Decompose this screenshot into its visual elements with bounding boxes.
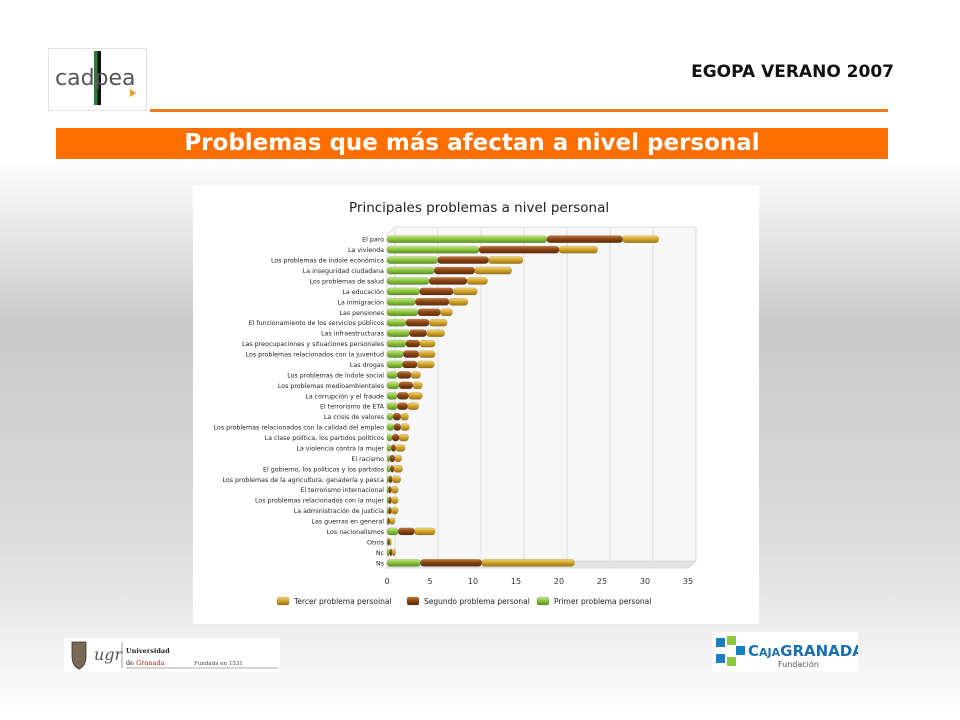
category-label: Otros — [366, 539, 384, 547]
report-title: EGOPA VERANO 2007 — [691, 62, 894, 82]
bar-segundo — [389, 486, 392, 493]
x-tick-label: 5 — [427, 577, 433, 586]
bar-tercer — [467, 277, 488, 284]
bar-tercer — [401, 424, 410, 431]
category-label: Las infraestructuras — [321, 330, 384, 338]
category-label: La crisis de valores — [323, 414, 384, 422]
bar-tercer — [429, 319, 447, 326]
bar-primer — [387, 403, 397, 410]
logo-text: cadpea — [55, 66, 136, 91]
bar-segundo — [389, 476, 392, 483]
bar-tercer — [391, 486, 398, 493]
x-tick-label: 0 — [384, 577, 390, 586]
chart — [193, 186, 759, 624]
category-label: Las pensiones — [339, 309, 384, 317]
bar-primer — [387, 319, 406, 326]
legend-swatch — [537, 597, 549, 605]
legend-label: Tercer problema persoinal — [294, 597, 392, 606]
bar-segundo — [397, 403, 407, 410]
bar-segundo — [479, 246, 559, 253]
bar-tercer — [427, 330, 445, 337]
bar-segundo — [415, 298, 449, 305]
bar-segundo — [429, 277, 467, 284]
bar-segundo — [547, 236, 623, 243]
bar-tercer — [399, 434, 408, 441]
x-tick-label: 35 — [682, 577, 694, 586]
bar-primer — [387, 559, 421, 566]
bar-tercer — [401, 413, 409, 420]
cadpea-logo — [48, 48, 147, 111]
bar-tercer — [391, 497, 398, 504]
x-tick-label: 25 — [596, 577, 608, 586]
chart-title: Principales problemas a nivel personal — [349, 200, 610, 216]
ugr-shield-icon — [72, 642, 86, 669]
bar-segundo — [394, 424, 401, 431]
bar-tercer — [391, 507, 398, 514]
category-label: Los problemas de índole económica — [270, 257, 384, 265]
category-label: Los problemas de la agricultura, ganadería y pesca — [222, 476, 384, 484]
bar-tercer — [449, 298, 468, 305]
bar-tercer — [392, 549, 395, 556]
category-label: Los problemas relacionados con la calidad del empleo — [213, 424, 384, 432]
bar-segundo — [390, 455, 395, 462]
bar-primer — [387, 528, 398, 535]
bar-primer — [387, 486, 389, 493]
bar-primer — [387, 465, 390, 472]
category-label: Los problemas de salud — [309, 278, 384, 286]
x-tick-label: 10 — [467, 577, 479, 586]
category-label: Los problemas relacionados con la juventud — [245, 351, 384, 359]
bar-segundo — [418, 309, 440, 316]
category-label: Los nacionalismos — [326, 528, 384, 536]
bar-segundo — [399, 382, 413, 389]
bar-segundo — [397, 392, 408, 399]
caja-brand: CAJAGRANADA — [748, 642, 858, 660]
bar-segundo — [388, 517, 390, 524]
bar-tercer — [440, 309, 452, 316]
category-label: El terrorismo de ETA — [320, 403, 384, 411]
category-label: La administración de justicia — [293, 508, 384, 516]
bar-primer — [387, 392, 397, 399]
bar-primer — [387, 476, 389, 483]
bar-segundo — [406, 340, 420, 347]
bar-segundo — [391, 444, 395, 451]
category-label: El funcionamiento de los servicios públicos — [248, 320, 384, 328]
bar-segundo — [392, 434, 399, 441]
bar-tercer — [475, 267, 512, 274]
bar-primer — [387, 424, 394, 431]
bar-primer — [387, 497, 389, 504]
bar-primer — [387, 444, 391, 451]
bar-segundo — [402, 361, 417, 368]
bar-primer — [387, 434, 392, 441]
caja-sub: Fundación — [778, 660, 819, 669]
bar-segundo — [398, 528, 414, 535]
category-label: El gobierno, los políticos y los partidos — [263, 466, 384, 474]
bar-primer — [387, 330, 409, 337]
category-label: Los problemas relacionados con la mujer — [255, 497, 384, 505]
category-label: La inmigración — [337, 299, 384, 307]
bar-tercer — [408, 403, 419, 410]
category-label: Ns — [376, 560, 384, 568]
bar-segundo — [434, 267, 474, 274]
bar-tercer — [482, 559, 575, 566]
bar-segundo — [403, 350, 418, 357]
ugr-founded: Fundada en 1531 — [194, 661, 243, 667]
bar-tercer — [623, 236, 659, 243]
bar-primer — [387, 371, 397, 378]
ugr-logo — [64, 638, 280, 672]
bar-primer — [387, 350, 403, 357]
legend-swatch — [277, 597, 289, 605]
bar-primer — [387, 257, 438, 264]
category-label: La educación — [342, 288, 384, 296]
bar-tercer — [488, 257, 522, 264]
category-label: Nc — [375, 549, 384, 557]
cajagranada-logo — [712, 632, 858, 672]
bar-tercer — [417, 361, 434, 368]
bar-segundo — [421, 559, 482, 566]
bar-segundo — [389, 507, 392, 514]
bar-primer — [387, 267, 434, 274]
bar-primer — [387, 288, 420, 295]
bar-segundo — [438, 257, 489, 264]
ugr-logo-mark — [64, 638, 280, 672]
legend-label: Segundo problema personal — [424, 597, 530, 606]
bar-primer — [387, 298, 415, 305]
bar-tercer — [394, 465, 403, 472]
bar-tercer — [453, 288, 477, 295]
bar-tercer — [409, 392, 423, 399]
category-label: El paro — [362, 236, 384, 244]
bar-segundo — [390, 465, 393, 472]
bar-segundo — [420, 288, 454, 295]
x-tick-label: 30 — [639, 577, 651, 586]
category-label: La corrupción y el fraude — [305, 393, 384, 401]
bar-tercer — [415, 528, 436, 535]
section-banner: Problemas que más afectan a nivel personal — [56, 128, 888, 159]
category-label: Los problemas medioambientales — [277, 382, 384, 390]
category-label: Las preocupaciones y situaciones personales — [242, 341, 384, 349]
bar-tercer — [419, 350, 435, 357]
category-label: El racismo — [351, 455, 384, 463]
ugr-mark-text: ugr — [94, 645, 123, 664]
x-axis-ticks — [384, 577, 693, 586]
bar-tercer — [559, 246, 598, 253]
legend-swatch — [407, 597, 419, 605]
bar-tercer — [392, 476, 401, 483]
bar-primer — [387, 309, 418, 316]
category-label: La vivienda — [347, 247, 384, 255]
bar-primer — [387, 246, 479, 253]
category-labels — [214, 237, 385, 568]
bar-tercer — [396, 444, 405, 451]
header-divider — [150, 109, 888, 112]
bar-segundo — [406, 319, 429, 326]
bar-segundo — [389, 497, 392, 504]
bar-primer — [387, 455, 390, 462]
bar-segundo — [409, 330, 426, 337]
category-label: La violencia contra la mujer — [296, 445, 384, 453]
ugr-name-line1: Universidad — [126, 647, 170, 655]
bar-primer — [387, 361, 402, 368]
bar-primer — [387, 382, 399, 389]
legend-label: Primer problema personal — [554, 597, 652, 606]
bar-tercer — [395, 455, 402, 462]
cadpea-logo-mark — [49, 49, 146, 110]
bar-primer — [387, 277, 429, 284]
cajagranada-logo-mark — [712, 632, 858, 672]
chart-legend — [277, 597, 651, 606]
bar-tercer — [413, 382, 422, 389]
bar-primer — [387, 413, 393, 420]
category-label: Los problemas de índole social — [287, 372, 384, 380]
x-tick-label: 20 — [553, 577, 565, 586]
bar-primer — [387, 340, 406, 347]
bar-primer — [387, 549, 390, 556]
bar-segundo — [388, 538, 390, 545]
bar-primer — [387, 236, 547, 243]
category-label: Las drogas — [349, 361, 384, 369]
bar-tercer — [390, 517, 395, 524]
category-label: El terrorismo internacional — [300, 487, 384, 495]
category-label: Las guerras en general — [311, 518, 384, 526]
bar-segundo — [397, 371, 411, 378]
category-label: La inseguridad ciudadana — [302, 268, 384, 276]
ugr-name-line2: de Granada — [126, 659, 165, 667]
bar-tercer — [411, 371, 420, 378]
x-tick-label: 15 — [510, 577, 522, 586]
chart-panel — [193, 186, 759, 624]
bar-segundo — [393, 413, 401, 420]
bar-primer — [387, 507, 389, 514]
bar-segundo — [390, 549, 393, 556]
bar-tercer — [420, 340, 435, 347]
bar-tercer — [390, 538, 392, 545]
category-label: La clase política, los partidos políticos — [264, 435, 384, 443]
